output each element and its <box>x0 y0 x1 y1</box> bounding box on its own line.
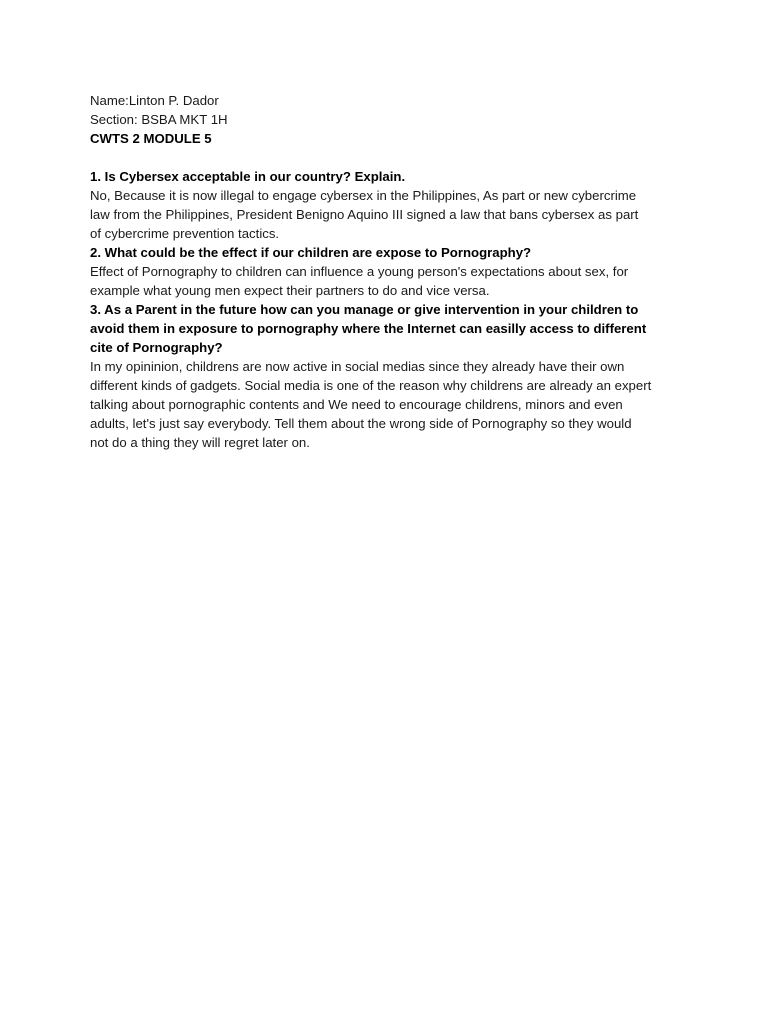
answer-3-line-5: not do a thing they will regret later on. <box>90 435 310 450</box>
question-block-1 <box>90 167 690 243</box>
question-3-line-1: 3. As a Parent in the future how can you manage or give intervention in your children to <box>90 302 639 317</box>
module-title: CWTS 2 MODULE 5 <box>90 131 212 146</box>
answer-3-line-2: different kinds of gadgets. Social media is one of the reason why childrens are already an expert <box>90 378 652 393</box>
question-3-line-3: cite of Pornography? <box>90 340 223 355</box>
student-name-line: Name:Linton P. Dador <box>90 93 219 108</box>
question-3-line-2: avoid them in exposure to pornography where the Internet can easilly access to different <box>90 321 647 336</box>
question-2-line-1: 2. What could be the effect if our children are expose to Pornography? <box>90 245 532 260</box>
question-block-3 <box>90 300 690 452</box>
document-body <box>90 91 690 452</box>
answer-3-line-1: In my opininion, childrens are now active in social medias since they already have their own <box>90 359 625 374</box>
answer-1-line-2: law from the Philippines, President Benigno Aquino III signed a law that bans cybersex as part <box>90 207 639 222</box>
answer-2-line-1: Effect of Pornography to children can influence a young person's expectations about sex, for <box>90 264 629 279</box>
answer-2-line-2: example what young men expect their partners to do and vice versa. <box>90 283 490 298</box>
question-1-line-1: 1. Is Cybersex acceptable in our country? Explain. <box>90 169 406 184</box>
blank-line <box>90 148 690 167</box>
answer-3-line-4: adults, let's just say everybody. Tell them about the wrong side of Pornography so they would <box>90 416 632 431</box>
student-section-line: Section: BSBA MKT 1H <box>90 112 228 127</box>
answer-1-line-3: of cybercrime prevention tactics. <box>90 226 280 241</box>
answer-3-line-3: talking about pornographic contents and We need to encourage childrens, minors and even <box>90 397 623 412</box>
answer-1-line-1: No, Because it is now illegal to engage cybersex in the Philippines, As part or new cybercrime <box>90 188 637 203</box>
question-block-2 <box>90 243 690 300</box>
